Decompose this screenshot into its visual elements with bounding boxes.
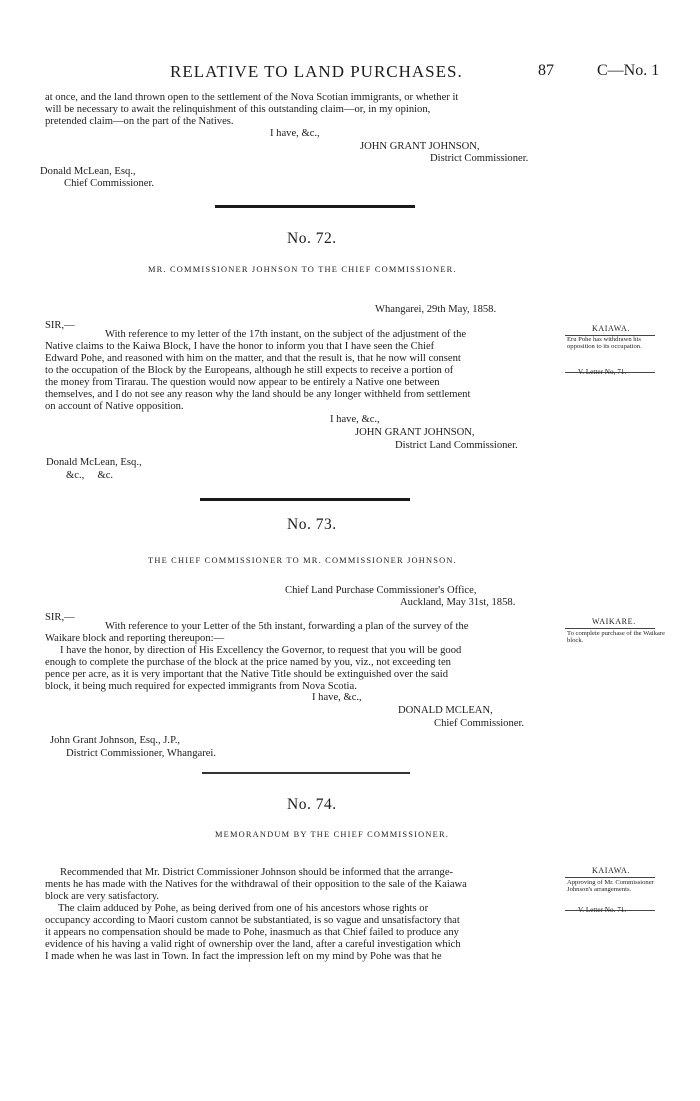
margin-heading: WAIKARE. [592, 617, 636, 626]
section-divider [202, 772, 410, 774]
signature-name: JOHN GRANT JOHNSON, [360, 141, 480, 152]
text-line: Waikare block and reporting thereupon:— [45, 633, 225, 644]
signature-name: DONALD MCLEAN, [398, 705, 493, 716]
margin-note: Eru Pohe has withdrawn his opposition to its occupation. [567, 336, 642, 351]
document-heading: MR. COMMISSIONER JOHNSON TO THE CHIEF COMMISSIONER. [148, 265, 457, 274]
addressee-name: John Grant Johnson, Esq., J.P., [50, 735, 181, 746]
text-line: enough to complete the purchase of the block at the price named by you, viz., not exceeding ten [45, 657, 451, 668]
page-number: 87 [538, 62, 554, 79]
text-line: occupancy according to Maori custom cannot be substantiated, is so vague and unsatisfactory that [45, 915, 460, 926]
document-heading: THE CHIEF COMMISSIONER TO MR. COMMISSIONER JOHNSON. [148, 556, 457, 565]
text-line: pence per acre, as it is very important that the Native Title should be extinguished over the said [45, 669, 449, 680]
text-line: the money from Tirarau. The question would now appear to be entirely a Native one between [45, 377, 440, 388]
signature-name: JOHN GRANT JOHNSON, [355, 427, 475, 438]
closing: I have, &c., [312, 692, 362, 703]
signature-title: District Commissioner. [430, 153, 529, 164]
addressee-name: Donald McLean, Esq., [46, 457, 142, 468]
section-divider [200, 498, 410, 501]
text-line: evidence of his having a valid right of ownership over the land, after a careful investigation which [45, 939, 461, 950]
salutation: SIR,— [45, 612, 75, 623]
text-line: at once, and the land thrown open to the settlement of the Nova Scotian immigrants, or whether it [45, 92, 459, 103]
document-heading: MEMORANDUM BY THE CHIEF COMMISSIONER. [215, 830, 450, 839]
margin-rule [565, 877, 655, 878]
closing: I have, &c., [330, 414, 380, 425]
signature-title: District Land Commissioner. [395, 440, 518, 451]
section-divider [215, 205, 415, 208]
margin-rule [565, 628, 655, 629]
text-line: Recommended that Mr. District Commissioner Johnson should be informed that the arrange- [60, 867, 454, 878]
margin-reference: V. Letter No, 71. [578, 368, 627, 376]
margin-note: To complete purchase of the Waikare block. [567, 630, 665, 645]
office-line: Chief Land Purchase Commissioner's Office, [285, 585, 477, 596]
running-title: RELATIVE TO LAND PURCHASES. [170, 62, 463, 81]
text-line: will be necessary to await the relinquishment of this outstanding claim—or, in my opinion, [45, 104, 431, 115]
text-line: to the occupation of the Block by the Europeans, although he still expects to receive a portion of [45, 365, 454, 376]
text-line: it appears no compensation should be made to Pohe, inasmuch as that Chief failed to produce any [45, 927, 459, 938]
text-line: themselves, and I do not see any reason why the land should be any longer withheld from settlement [45, 389, 471, 400]
text-line: I made when he was last in Town. In fact the impression left on my mind by Pohe was that he [45, 951, 442, 962]
margin-reference: V. Letter No. 71. [578, 906, 627, 914]
text-line: pretended claim—on the part of the Natives. [45, 116, 234, 127]
text-line: block, it being much required for expected immigrants from Nova Scotia. [45, 681, 357, 692]
addressee-title: District Commissioner, Whangarei. [66, 748, 217, 759]
signature-title: Chief Commissioner. [434, 718, 525, 729]
place-date: Auckland, May 31st, 1858. [400, 597, 516, 608]
document-number: No. 73. [287, 516, 337, 533]
margin-heading: KAIAWA. [592, 866, 630, 875]
document-number: No. 74. [287, 796, 337, 813]
paper-reference: C—No. 1 [597, 62, 660, 79]
text-line: Edward Pohe, and reasoned with him on the matter, and that the result is, that he now will consent [45, 353, 461, 364]
text-line: I have the honor, by direction of His Excellency the Governor, to request that you will be good [60, 645, 462, 656]
margin-note: Approving of Mr. Commissioner Johnson's arrangements. [567, 879, 654, 894]
addressee-title: &c., &c. [66, 470, 114, 481]
text-line: block are very satisfactory. [45, 891, 160, 902]
text-line: on account of Native opposition. [45, 401, 184, 412]
text-line: With reference to your Letter of the 5th instant, forwarding a plan of the survey of the [105, 621, 469, 632]
text-line: The claim adduced by Pohe, as being derived from one of his ancestors whose rights or [58, 903, 429, 914]
margin-heading: KAIAWA. [592, 324, 630, 333]
text-line: Native claims to the Kaiwa Block, I have the honor to inform you that I have seen the Chief [45, 341, 435, 352]
text-line: ments he has made with the Natives for the withdrawal of their opposition to the sale of the Kaiawa [45, 879, 467, 890]
salutation: SIR,— [45, 320, 75, 331]
closing: I have, &c., [270, 128, 320, 139]
addressee-name: Donald McLean, Esq., [40, 166, 136, 177]
place-date: Whangarei, 29th May, 1858. [375, 304, 497, 315]
text-line: With reference to my letter of the 17th instant, on the subject of the adjustment of the [105, 329, 467, 340]
addressee-title: Chief Commissioner. [64, 178, 155, 189]
document-number: No. 72. [287, 230, 337, 247]
